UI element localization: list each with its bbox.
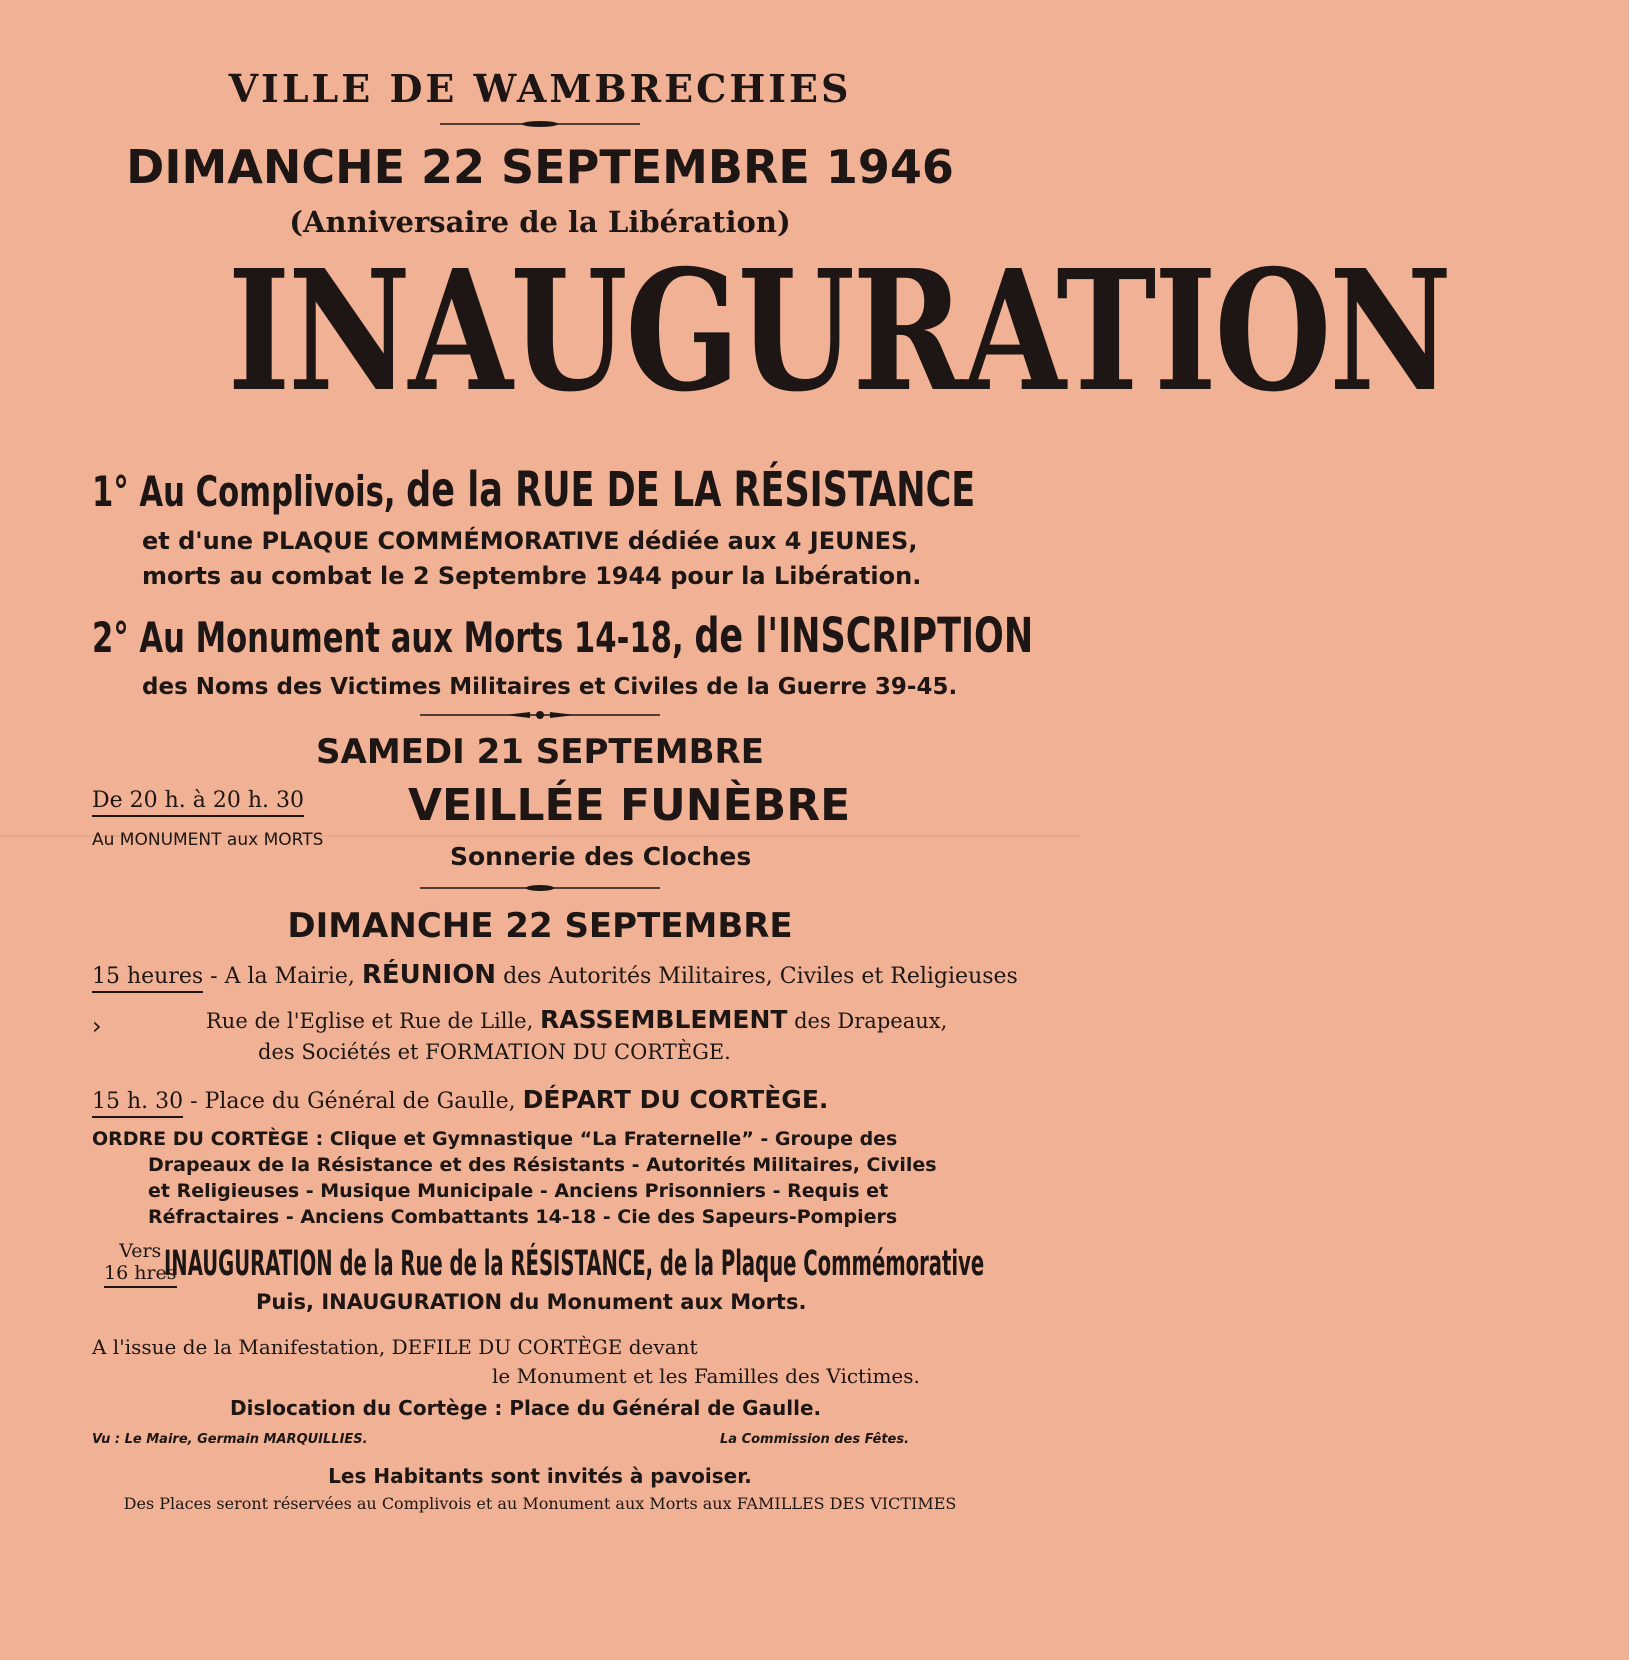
saturday-detail: Sonnerie des Cloches (450, 842, 752, 871)
ornament-divider-3 (420, 882, 660, 894)
event-date: DIMANCHE 22 SEPTEMBRE 1946 (126, 140, 954, 194)
sunday-line2: Rue de l'Eglise et Rue de Lille, RASSEMBLEMENT des Drapeaux, (206, 1005, 948, 1034)
time-16h: Vers 16 hres (104, 1240, 177, 1288)
sunday-title: DIMANCHE 22 SEPTEMBRE (287, 906, 793, 946)
item2-line2: des Noms des Victimes Militaires et Civiles de la Guerre 39-45. (142, 674, 958, 700)
order-line1: ORDRE DU CORTÈGE : Clique et Gymnastique “La Fraternelle” - Groupe des (92, 1128, 898, 1150)
order-line2: Drapeaux de la Résistance et des Résistants - Autorités Militaires, Civiles (148, 1154, 937, 1176)
pencil-mark: › (92, 1012, 102, 1040)
ornament-divider-2 (420, 709, 660, 721)
item2-line1 (92, 608, 1381, 664)
invite-line: Les Habitants sont invités à pavoiser. (328, 1464, 752, 1488)
after-line2: le Monument et les Familles des Victimes. (492, 1364, 920, 1388)
order-line3: et Religieuses - Musique Municipale - Anciens Prisonniers - Requis et (148, 1180, 889, 1202)
town-title: VILLE DE WAMBRECHIES (228, 66, 852, 111)
item2-prefix: 2° Au Monument aux Morts 14-18, (92, 613, 684, 662)
saturday-title: SAMEDI 21 SEPTEMBRE (316, 732, 764, 772)
sunday-line4: 15 h. 30 - Place du Général de Gaulle, DÉPART DU CORTÈGE. (92, 1085, 828, 1114)
sunday-inauguration-2: Puis, INAUGURATION du Monument aux Morts. (256, 1290, 807, 1314)
item1-main: de la RUE DE LA RÉSISTANCE (406, 462, 976, 518)
saturday-time: De 20 h. à 20 h. 30 (92, 788, 304, 813)
item1-line2: et d'une PLAQUE COMMÉMORATIVE dédiée aux 4 JEUNES, (142, 527, 918, 555)
seats-line: Des Places seront réservées au Complivois et au Monument aux Morts aux FAMILLES DES VICTIMES (123, 1494, 957, 1513)
sunday-line1: 15 heures - A la Mairie, RÉUNION des Autorités Militaires, Civiles et Religieuses (92, 960, 1018, 990)
dislocation: Dislocation du Cortège : Place du Général de Gaulle. (230, 1396, 822, 1420)
mayor-signature: Vu : Le Maire, Germain MARQUILLIES. (92, 1432, 368, 1447)
order-line4: Réfractaires - Anciens Combattants 14-18 - Cie des Sapeurs-Pompiers (148, 1206, 898, 1228)
sunday-line3: des Sociétés et FORMATION DU CORTÈGE. (258, 1040, 731, 1064)
time-15h: 15 heures (92, 964, 203, 993)
headline: INAUGURATION (227, 234, 1450, 429)
occasion: (Anniversaire de la Libération) (289, 205, 791, 239)
after-line1: A l'issue de la Manifestation, DEFILE DU CORTÈGE devant (92, 1335, 698, 1359)
saturday-place: Au MONUMENT aux MORTS (92, 830, 324, 850)
item1-prefix: 1° Au Complivois, (92, 467, 396, 516)
sunday-inauguration: INAUGURATION de la Rue de la RÉSISTANCE, de la Plaque Commémorative (164, 1244, 985, 1284)
item1-line3: morts au combat le 2 Septembre 1944 pour la Libération. (142, 562, 922, 590)
ornament-divider (440, 118, 640, 130)
item2-main: de l'INSCRIPTION (694, 608, 1034, 664)
item1-line1 (92, 462, 1302, 518)
time-15h30: 15 h. 30 (92, 1089, 183, 1118)
commission-signature: La Commission des Fêtes. (720, 1432, 910, 1447)
saturday-event: VEILLÉE FUNÈBRE (408, 780, 851, 831)
